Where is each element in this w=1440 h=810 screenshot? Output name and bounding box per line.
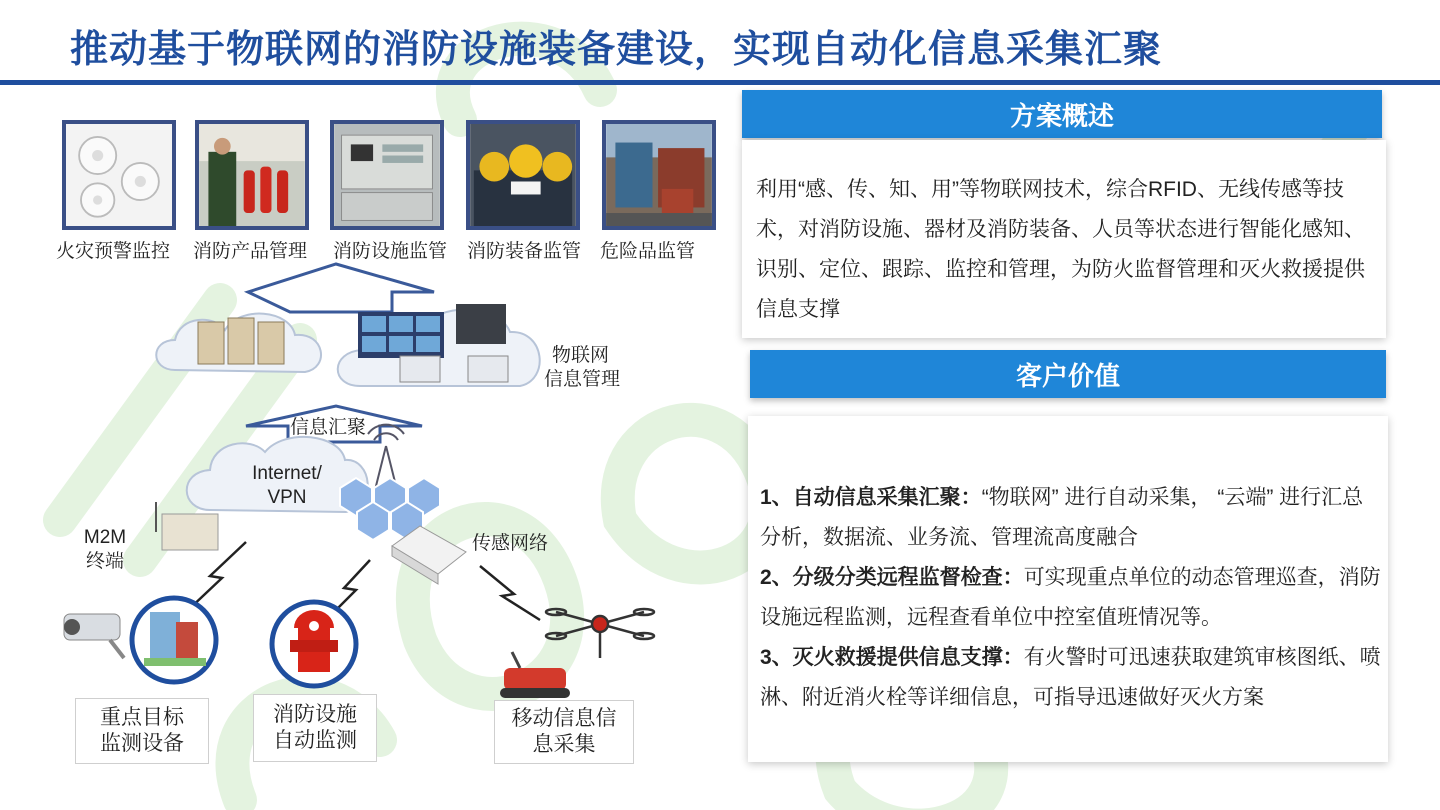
sensor-network-label: 传感网络 [472,533,549,554]
server-cloud-icon [156,314,321,372]
value-item-1 [760,478,1384,558]
wireless-link-icon [480,566,540,620]
value-header: 客户价值 [750,350,1386,398]
m2m-terminal-label: 终端 [85,551,124,572]
thumbnail-label: 消防装备监管 [467,241,582,262]
value-item-text: “物联网” 进行自动采集， “云端” 进行汇总分析，数据流、业务流、管理流高度融合 [760,486,1364,549]
iot-management-label: 物联网 [552,345,610,366]
box-line: 监测设备 [100,732,184,755]
camera-icon [64,614,124,658]
value-item-2 [760,558,1384,638]
key-target-box [75,698,209,764]
overview-header: 方案概述 [742,90,1382,138]
thumbnail-label: 消防产品管理 [193,241,308,262]
container-icon [606,124,712,226]
thumbnail-hazmat-supervision [602,120,716,230]
value-item-text: 可实现重点单位的动态管理巡查，消防设施远程监测，远程查看单位中控室值班情况等。 [760,566,1381,629]
thumbnail-product-management [195,120,309,230]
value-item-3 [760,638,1384,718]
value-list [760,478,1384,718]
monitoring-cloud-icon [338,304,540,386]
value-item-text: 有火警时可迅速获取建筑审核图纸、喷淋、附近消火栓等详细信息，可指导迅速做好灭火方案 [760,646,1381,709]
m2m-label: M2M [83,527,127,548]
facility-monitor-box [253,694,377,762]
info-aggregation-label: 信息汇聚 [290,417,367,438]
thumbnail-fire-warning [62,120,176,230]
value-item-title: 3、灭火救援提供信息支撑： [760,646,1024,669]
internet-label: Internet/ [252,463,322,484]
thumbnail-label: 火灾预警监控 [56,241,171,262]
thumbnail-facility-supervision [330,120,444,230]
box-line: 自动监测 [273,729,357,752]
mobile-collection-box [494,700,634,764]
building-icon [132,598,216,682]
box-line: 重点目标 [100,706,184,729]
extinguisher-icon [199,124,305,226]
helmet-icon [470,124,576,226]
value-item-title: 2、分级分类远程监督检查： [760,566,1024,589]
value-item-title: 1、自动信息采集汇聚： [760,486,982,509]
smoke-detector-icon [66,124,172,226]
page-title: 推动基于物联网的消防设施装备建设，实现自动化信息采集汇聚 [70,29,1163,71]
robot-icon [500,652,570,698]
overview-text: 利用“感、传、知、用”等物联网技术，综合RFID、无线传感等技术，对消防设施、器材及消防装备、人员等状态进行智能化感知、识别、定位、跟踪、监控和管理，为防火监督管理和灭火救援提供信息支撑 [756,178,1365,321]
hydrant-icon [272,602,356,686]
control-panel-icon [334,124,440,226]
box-line: 消防设施 [273,703,357,726]
iot-management-label-2: 信息管理 [544,369,621,390]
thumbnail-label: 危险品监管 [600,241,696,262]
vpn-label: VPN [267,487,307,508]
up-arrow-icon [248,264,434,312]
drone-icon [546,609,654,658]
thumbnail-label: 消防设施监管 [333,241,448,262]
box-line: 移动信息信 [511,707,617,730]
title-divider [0,80,1440,85]
thumbnail-equipment-supervision [466,120,580,230]
box-line: 息采集 [532,733,596,756]
